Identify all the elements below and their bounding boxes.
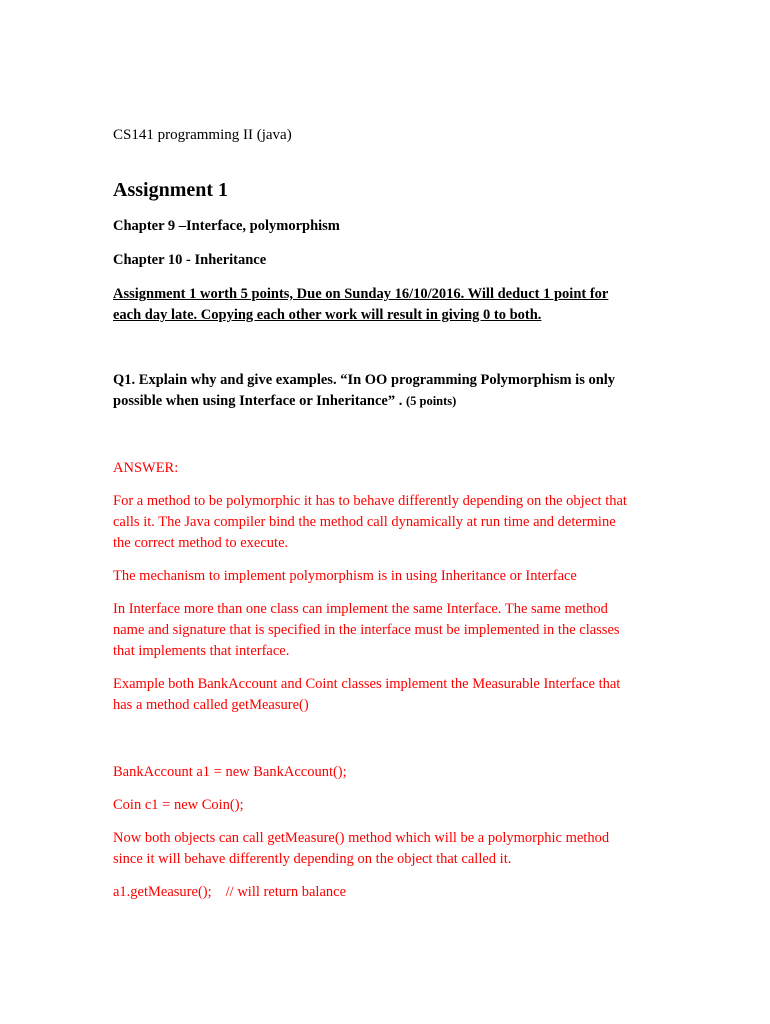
question-line-1: Q1. Explain why and give examples. “In OO programming Polymorphism is only [113,372,616,388]
answer-line: For a method to be polymorphic it has to behave differently depending on the object that [113,493,627,509]
answer-line: the correct method to execute. [113,535,289,551]
code-line: Coin c1 = new Coin(); [113,797,244,813]
code-comment: // will return balance [225,884,347,900]
question-line-2 [113,393,456,410]
answer-line: Now both objects can call getMeasure() method which will be a polymorphic method [113,830,610,846]
answer-line: Example both BankAccount and Coint classes implement the Measurable Interface that [113,676,621,692]
answer-line: calls it. The Java compiler bind the method call dynamically at run time and determine [113,514,616,530]
answer-line: has a method called getMeasure() [113,697,309,713]
code-call: a1.getMeasure(); [113,884,212,900]
question-points: (5 points) [405,394,457,408]
chapter-10-heading: Chapter 10 - Inheritance [113,252,267,268]
question-text: possible when using Interface or Inheritance” . [113,393,403,409]
chapter-9-heading: Chapter 9 –Interface, polymorphism [113,218,340,234]
answer-label: ANSWER: [113,460,179,476]
assignment-title: Assignment 1 [113,179,229,201]
answer-line: that implements that interface. [113,643,290,659]
code-line [113,884,346,901]
answer-line: name and signature that is specified in the interface must be implemented in the classes [113,622,620,638]
notice-line-2: each day late. Copying each other work will result in giving 0 to both. [113,307,542,323]
answer-line: In Interface more than one class can implement the same Interface. The same method [113,601,608,617]
notice-line-1: Assignment 1 worth 5 points, Due on Sunday 16/10/2016. Will deduct 1 point for [113,286,609,302]
course-title: CS141 programming II (java) [113,127,292,143]
answer-line: since it will behave differently depending on the object that called it. [113,851,512,867]
answer-line: The mechanism to implement polymorphism is in using Inheritance or Interface [113,568,577,584]
code-line: BankAccount a1 = new BankAccount(); [113,764,347,780]
